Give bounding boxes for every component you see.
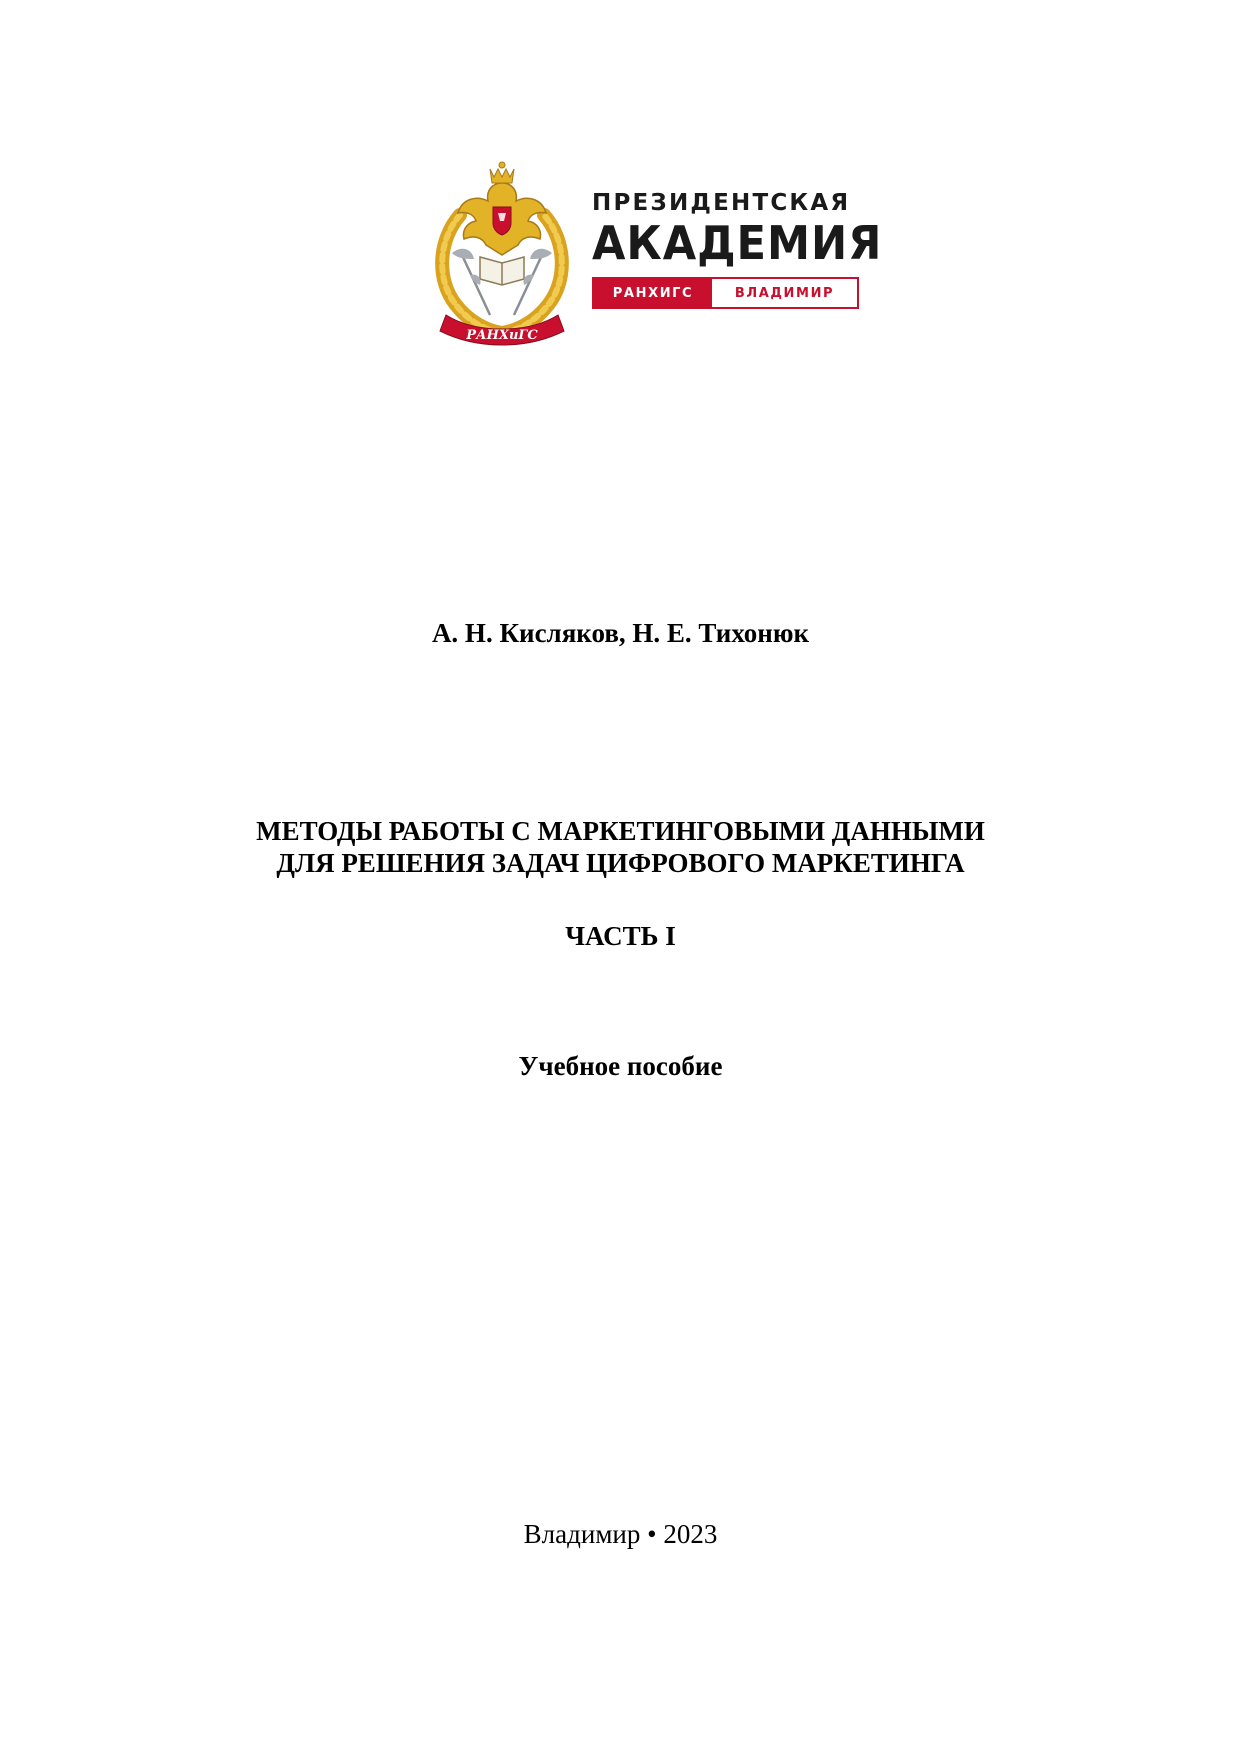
badge-left-label: РАНХИГС <box>594 279 712 307</box>
part-label: ЧАСТЬ I <box>565 921 676 951</box>
title-line-2: ДЛЯ РЕШЕНИЯ ЗАДАЧ ЦИФРОВОГО МАРКЕТИНГА <box>276 848 965 878</box>
academy-wordmark <box>592 189 883 309</box>
academy-logo <box>432 155 883 350</box>
wordmark-line-2: АКАДЕМИЯ <box>592 216 883 270</box>
academy-emblem-icon <box>432 155 572 350</box>
place-and-year: Владимир • 2023 <box>523 1519 718 1549</box>
wordmark-badge <box>592 277 859 309</box>
authors: А. Н. Кисляков, Н. Е. Тихонюк <box>431 618 810 648</box>
title-line-1: МЕТОДЫ РАБОТЫ С МАРКЕТИНГОВЫМИ ДАННЫМИ <box>256 816 985 846</box>
document-type: Учебное пособие <box>518 1051 723 1081</box>
emblem-ribbon-text: РАНХиГС <box>466 328 538 343</box>
badge-right-label: ВЛАДИМИР <box>734 285 835 301</box>
wordmark-line-1: ПРЕЗИДЕНТСКАЯ <box>592 190 851 216</box>
